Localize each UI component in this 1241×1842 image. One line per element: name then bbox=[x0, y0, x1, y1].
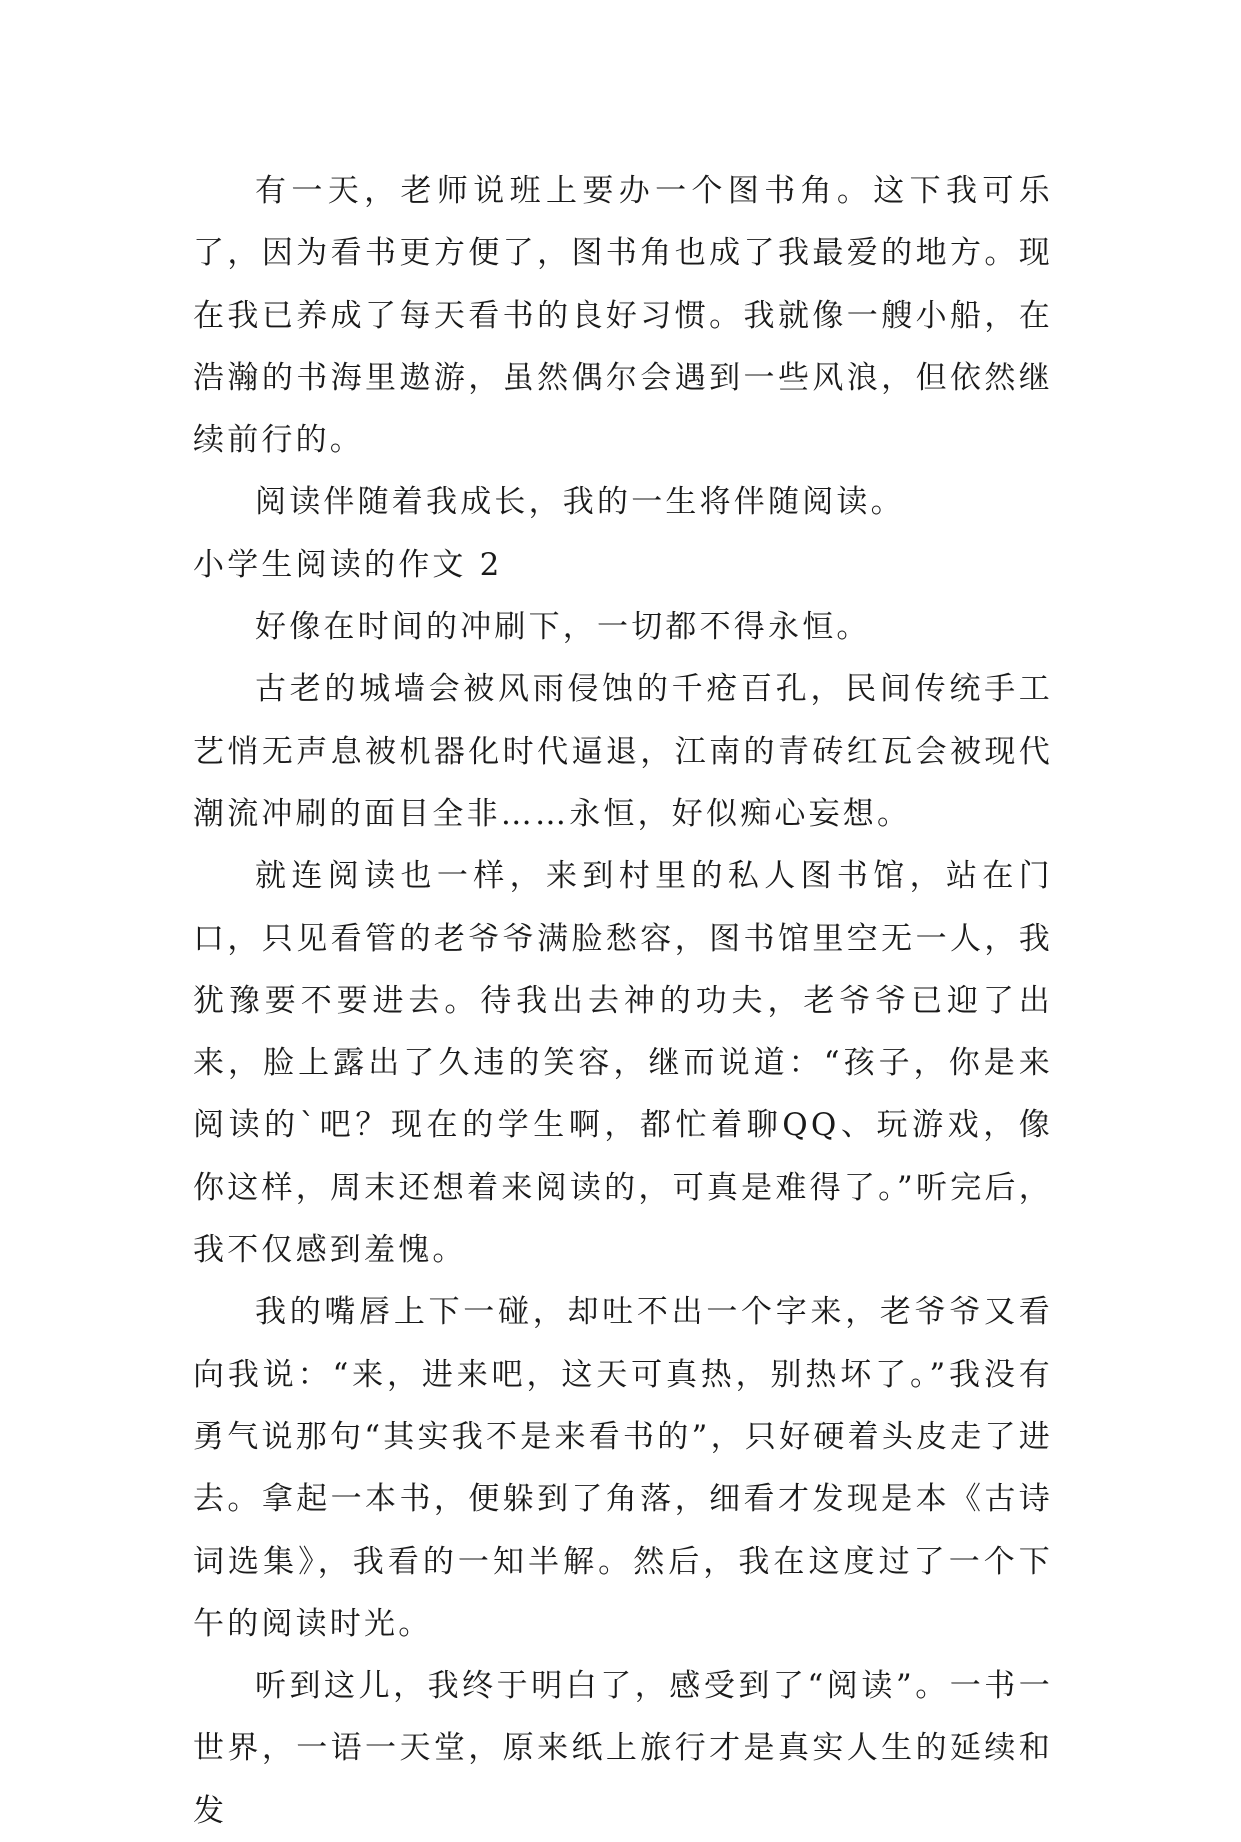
paragraph: 就连阅读也一样，来到村里的私人图书馆，站在门口，只见看管的老爷爷满脸愁容，图书馆里空无一人，我犹豫要不要进去。待我出去神的功夫，老爷爷已迎了出来，脸上露出了久违的笑容，继而说道：“孩子，你是来阅读的`吧？现在的学生啊，都忙着聊QQ、玩游戏，像你这样，周末还想着来阅读的，可真是难得了。”听完后，我不仅感到羞愧。 bbox=[193, 858, 1053, 1269]
document-body bbox=[193, 160, 1053, 1842]
section-heading: 小学生阅读的作文 2 bbox=[193, 546, 503, 583]
paragraph: 我的嘴唇上下一碰，却吐不出一个字来，老爷爷又看向我说：“来，进来吧，这天可真热，别热坏了。”我没有勇气说那句“其实我不是来看书的”，只好硬着头皮走了进去。拿起一本书，便躲到了角落，细看才发现是本《古诗词选集》，我看的一知半解。然后，我在这度过了一个下午的阅读时光。 bbox=[193, 1294, 1053, 1642]
paragraph: 有一天，老师说班上要办一个图书角。这下我可乐了，因为看书更方便了，图书角也成了我最爱的地方。现在我已养成了每天看书的良好习惯。我就像一艘小船，在浩瀚的书海里遨游，虽然偶尔会遇到一些风浪，但依然继续前行的。 bbox=[193, 173, 1053, 459]
paragraph: 听到这儿，我终于明白了，感受到了“阅读”。一书一世界，一语一天堂，原来纸上旅行才是真实人生的延续和发 bbox=[193, 1668, 1053, 1829]
paragraph: 好像在时间的冲刷下，一切都不得永恒。 bbox=[255, 609, 871, 646]
paragraph: 阅读伴随着我成长，我的一生将伴随阅读。 bbox=[255, 484, 905, 521]
paragraph: 古老的城墙会被风雨侵蚀的千疮百孔，民间传统手工艺悄无声息被机器化时代逼退，江南的青砖红瓦会被现代潮流冲刷的面目全非……永恒，好似痴心妄想。 bbox=[193, 671, 1053, 832]
